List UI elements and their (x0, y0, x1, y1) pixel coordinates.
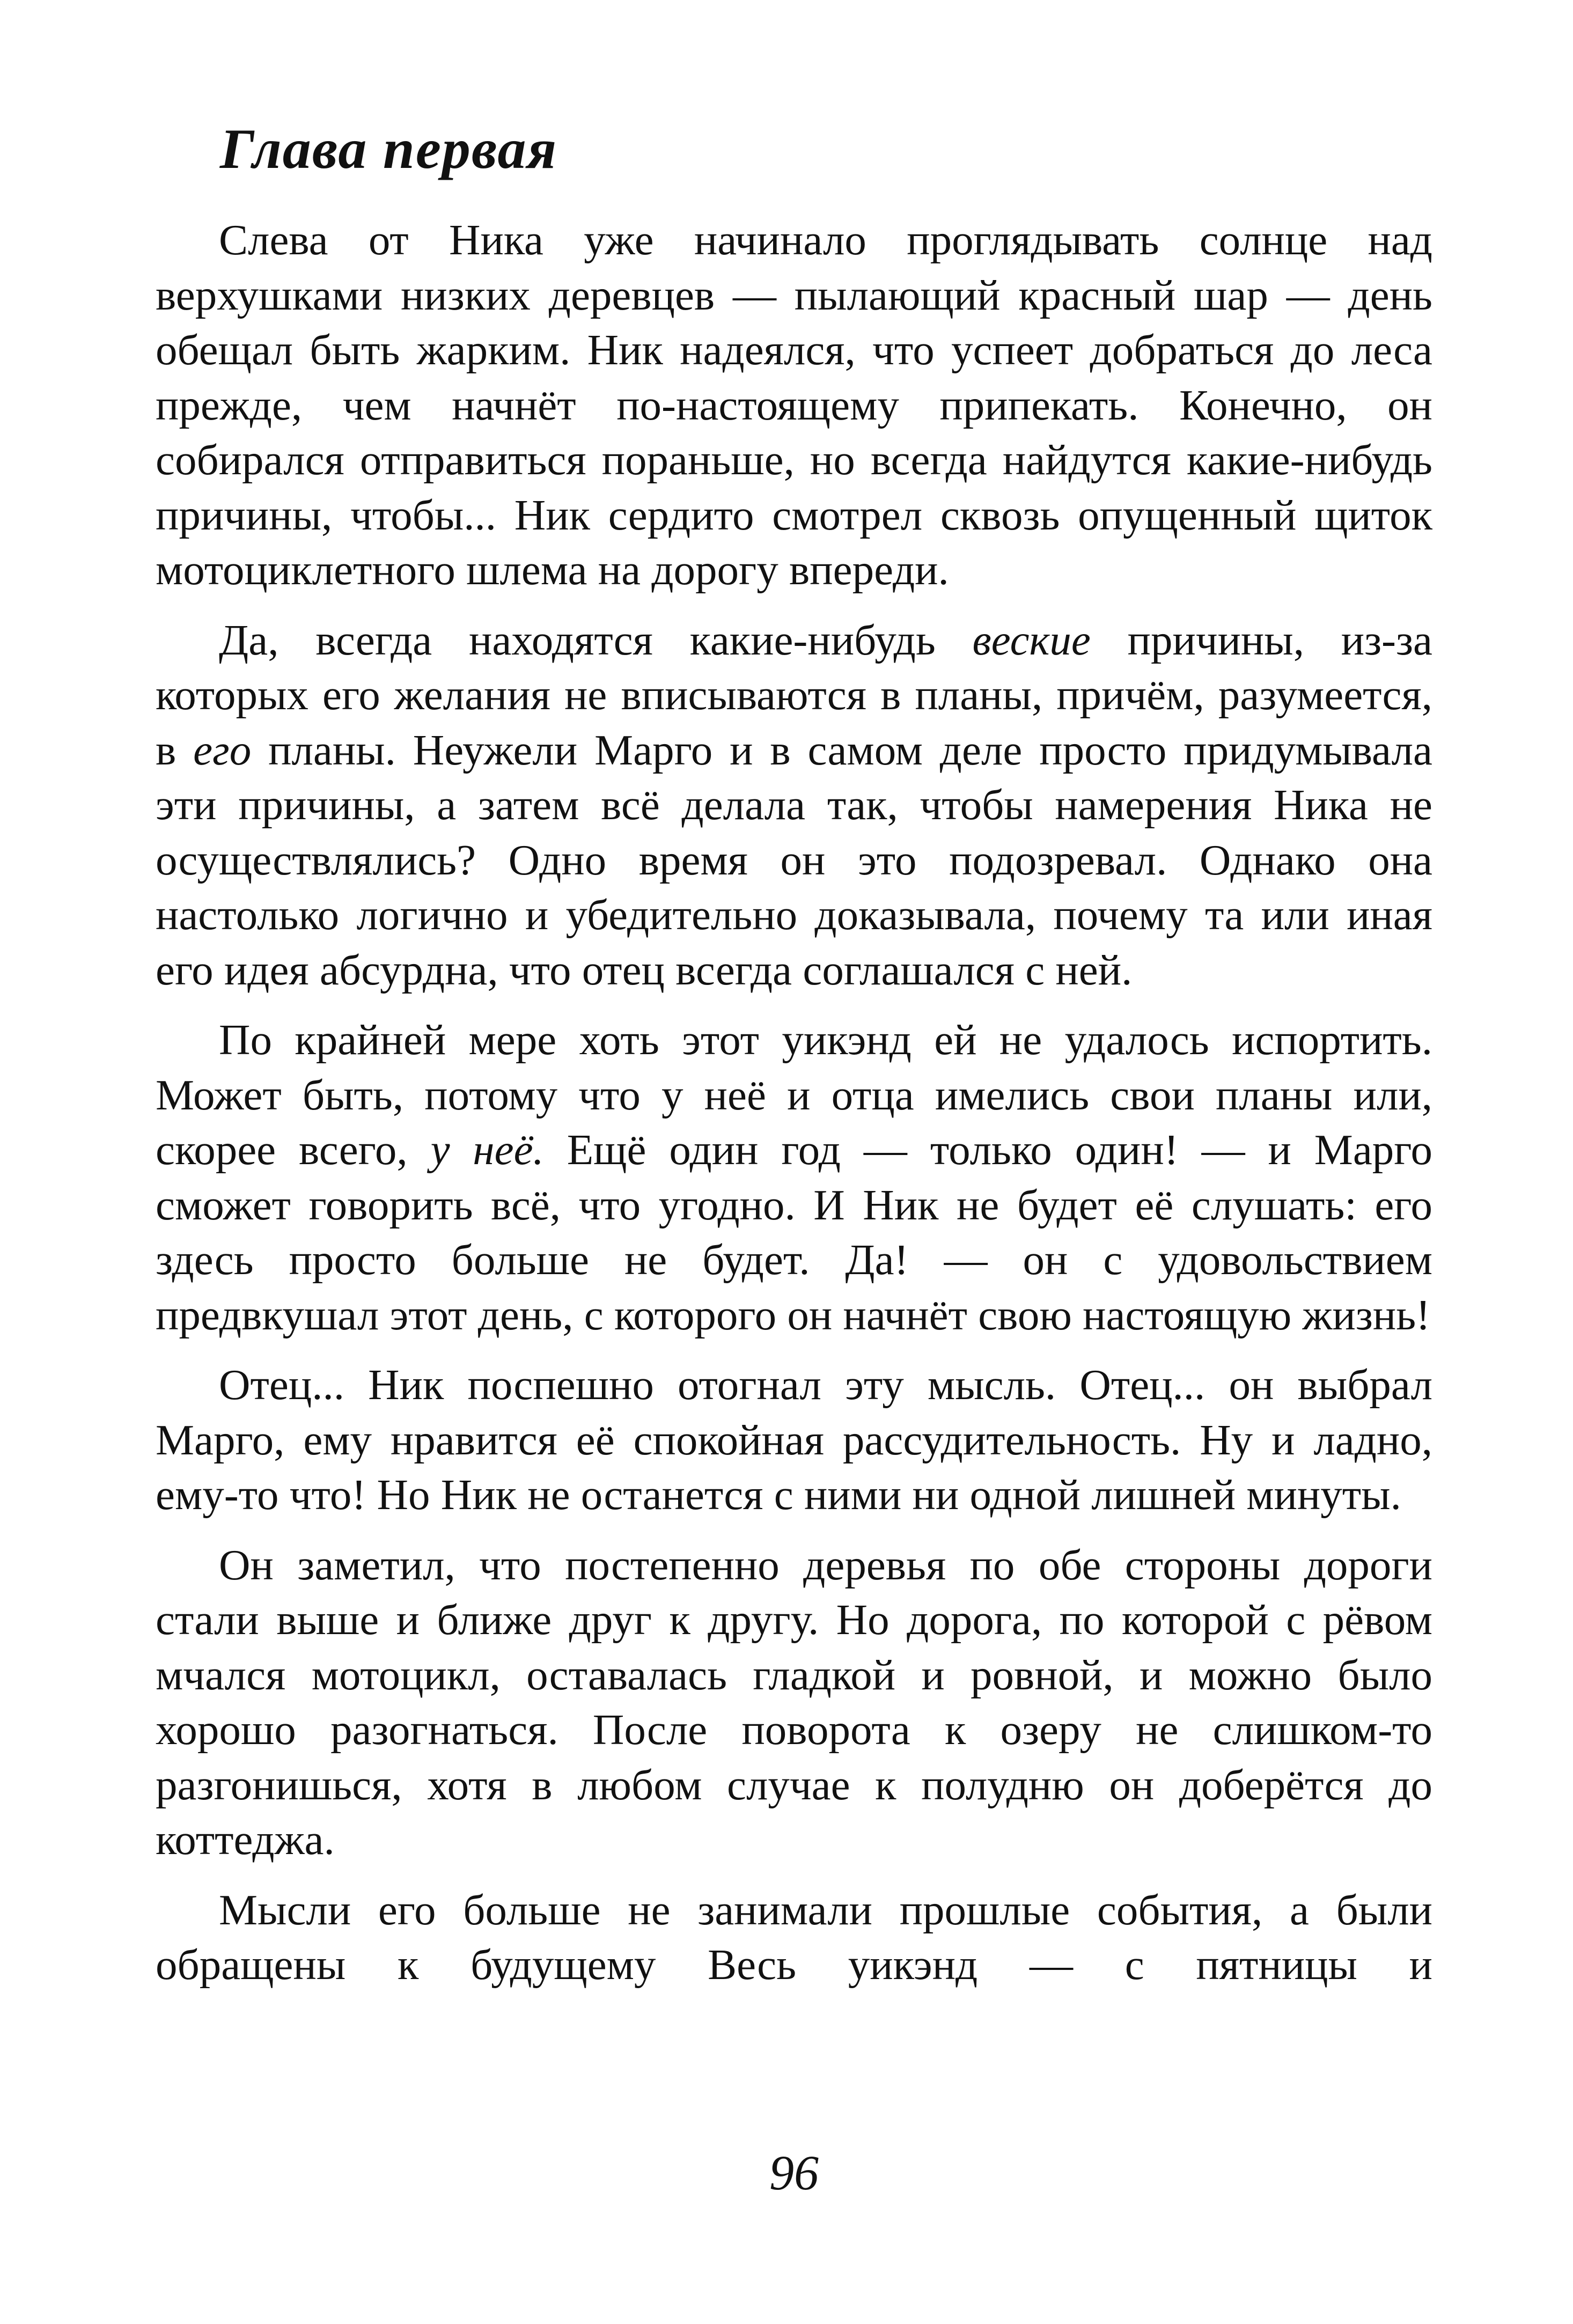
text-segment: причины, из-за которых его желания не вписываются в планы, причём, разумеется, в (156, 615, 1432, 774)
paragraph (156, 1538, 1432, 1867)
text-segment: Мысли его больше не занимали прошлые события, а были обращены к будущему Весь уикэнд — с пятницы и (156, 1885, 1432, 1989)
chapter-title: Глава первая (220, 117, 558, 180)
text-segment: Он заметил, что постепенно деревья по обе стороны дороги стали выше и ближе друг к другу. Но дорога, по которой с рёвом мчался мотоцикл, оставалась гладкой и ровной, и можно было хорошо разогнаться. После поворота к озеру не слишком-то разгонишься, хотя в любом случае к полудню он доберётся до коттеджа. (156, 1540, 1432, 1864)
text-segment: Отец... Ник поспешно отогнал эту мысль. Отец... он выбрал Марго, ему нравится её спокойная рассудительность. Ну и ладно, ему-то что! Но Ник не останется с ними ни одной лишней минуты. (156, 1360, 1432, 1519)
text-segment: По крайней мере хоть этот уикэнд ей не удалось испортить. Может быть, потому что у неё и отца имелись свои планы или, скорее всего, (156, 1016, 1432, 1174)
text-segment: Слева от Ника уже начинало проглядывать солнце над верхушками низких деревцев — пылающий красный шар — день обещал быть жарким. Ник надеялся, что успеет добраться до леса прежде, чем начнёт по-настоящему припекать. Конечно, он собирался отправиться пораньше, но всегда найдутся какие-нибудь причины, чтобы... Ник сердито смотрел сквозь опущенный щиток мотоциклетного шлема на дорогу впереди. (156, 216, 1432, 594)
paragraph (156, 1012, 1432, 1342)
paragraph (156, 1357, 1432, 1523)
body-text (156, 212, 1432, 2007)
paragraph (156, 1882, 1432, 1992)
text-segment: планы. Неужели Марго и в самом деле просто придумывала эти причины, а затем всё делала так, чтобы намерения Ника не осуществлялись? Одно время он это подозревал. Однако она настолько логично и убедительно доказывала, почему та или иная его идея абсурдна, что отец всегда соглашался с ней. (156, 725, 1432, 994)
italic-text-segment: у неё. (430, 1126, 544, 1174)
italic-text-segment: его (193, 725, 252, 774)
paragraph (156, 212, 1432, 598)
book-page (156, 0, 1432, 2324)
page-number: 96 (769, 2145, 819, 2200)
text-segment: Ещё один год — только один! — и Марго сможет говорить всё, что угодно. И Ник не будет её слушать: его здесь просто больше не будет. Да! — он с удовольствием предвкушал этот день, с которого он начнёт свою настоящую жизнь! (156, 1126, 1432, 1339)
italic-text-segment: веские (972, 615, 1091, 664)
text-segment: Да, всегда находятся какие-нибудь (219, 615, 973, 664)
paragraph (156, 613, 1432, 998)
